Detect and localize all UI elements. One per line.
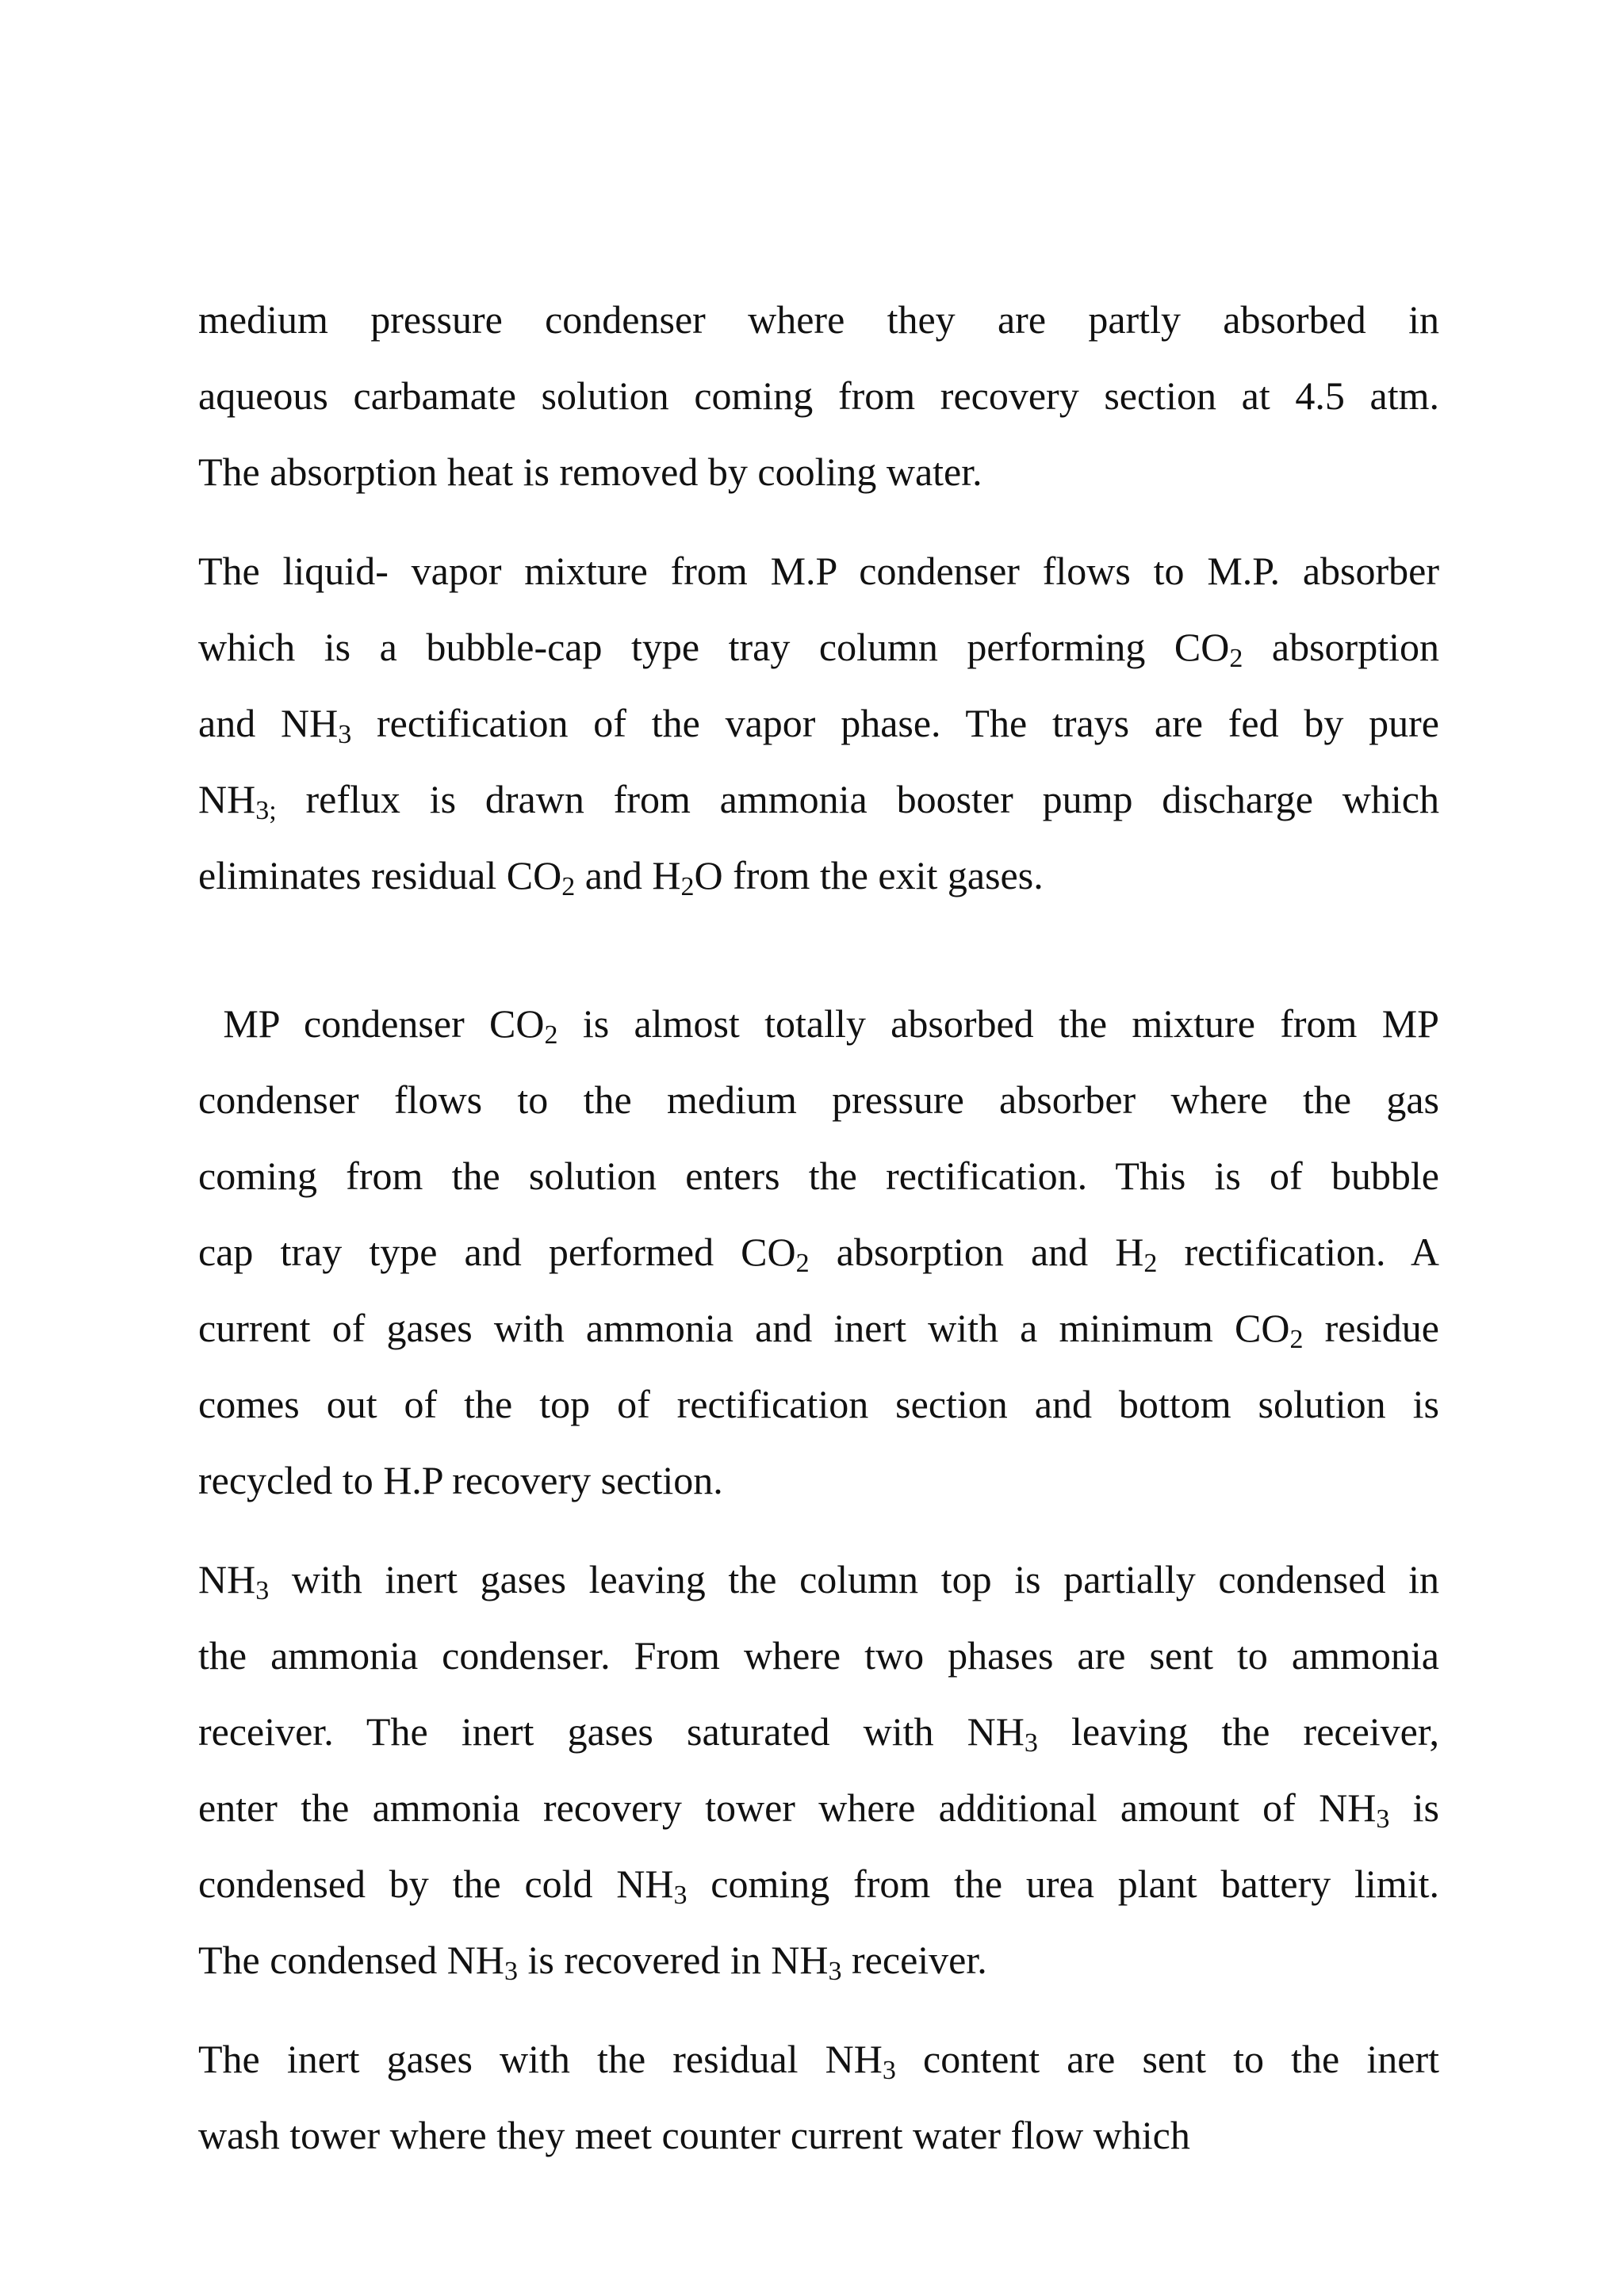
text-line: The liquid- vapor mixture from M.P condenser flows to M.P. absorber <box>198 549 1439 593</box>
text-line: the ammonia condenser. From where two phases are sent to ammonia <box>198 1633 1439 1678</box>
text-line: wash tower where they meet counter current water flow which <box>198 2113 1190 2157</box>
subscript: 3 <box>255 1576 270 1605</box>
paragraph-3 <box>198 985 1439 1518</box>
text-line: cap tray type and performed $CO_2$ absorption and $H_2$ rectification. A <box>198 1230 1439 1278</box>
subscript: 3; <box>255 796 277 825</box>
text-line: receiver. The inert gases saturated with $NH_3$ leaving the receiver, <box>198 1709 1439 1758</box>
text-line: condensed by the cold $NH_3$ coming from the urea plant battery limit. <box>198 1862 1439 1910</box>
subscript: 3 <box>338 720 352 749</box>
subscript: 2 <box>795 1249 810 1278</box>
text-line: enter the ammonia recovery tower where additional amount of $NH_3$ is <box>198 1785 1439 1834</box>
subscript: 2 <box>680 872 695 901</box>
text-line: recycled to H.P recovery section. <box>198 1458 723 1502</box>
subscript: 3 <box>1024 1728 1038 1758</box>
text-line: $NH_3$ with inert gases leaving the column top is partially condensed in <box>198 1557 1439 1605</box>
text-line: comes out of the top of rectification section and bottom solution is <box>198 1382 1439 1426</box>
subscript: 3 <box>504 1957 518 1986</box>
subscript: 3 <box>882 2056 896 2085</box>
text-line: The absorption heat is removed by cooling water. <box>198 450 982 494</box>
subscript: 2 <box>561 872 576 901</box>
subscript: 3 <box>1376 1804 1390 1834</box>
subscript: 3 <box>673 1881 688 1910</box>
subscript: 2 <box>1143 1249 1158 1278</box>
text-line: The condensed $NH_3$ is recovered in $NH_3$ receiver. <box>198 1938 987 1986</box>
text-line: which is a bubble-cap type tray column performing $CO_2$ absorption <box>198 625 1439 673</box>
paragraph-1 <box>198 281 1439 510</box>
paragraph-2 <box>198 533 1439 913</box>
document-page <box>198 281 1439 2173</box>
subscript: 2 <box>1229 644 1243 673</box>
text-line: MP condenser $CO_2$ is almost totally absorbed the mixture from MP <box>198 1001 1439 1050</box>
text-line: eliminates residual $CO_2$ and $H_2O$ from the exit gases. <box>198 853 1044 901</box>
text-line: and $NH_3$ rectification of the vapor phase. The trays are fed by pure <box>198 701 1439 749</box>
subscript: 2 <box>1289 1325 1304 1354</box>
text-line: current of gases with ammonia and inert with a minimum $CO_2$ residue <box>198 1306 1439 1354</box>
text-line: The inert gases with the residual $NH_3$ content are sent to the inert <box>198 2037 1439 2085</box>
text-line: $NH_{3;}$ reflux is drawn from ammonia booster pump discharge which <box>198 777 1439 825</box>
text-line: coming from the solution enters the rectification. This is of bubble <box>198 1154 1439 1198</box>
paragraph-4 <box>198 1541 1439 1998</box>
text-line: medium pressure condenser where they are partly absorbed in <box>198 297 1439 342</box>
paragraph-5 <box>198 2021 1439 2173</box>
subscript: 2 <box>544 1020 558 1050</box>
text-line: aqueous carbamate solution coming from recovery section at 4.5 atm. <box>198 373 1439 418</box>
subscript: 3 <box>828 1957 842 1986</box>
text-line: condenser flows to the medium pressure absorber where the gas <box>198 1077 1439 1122</box>
